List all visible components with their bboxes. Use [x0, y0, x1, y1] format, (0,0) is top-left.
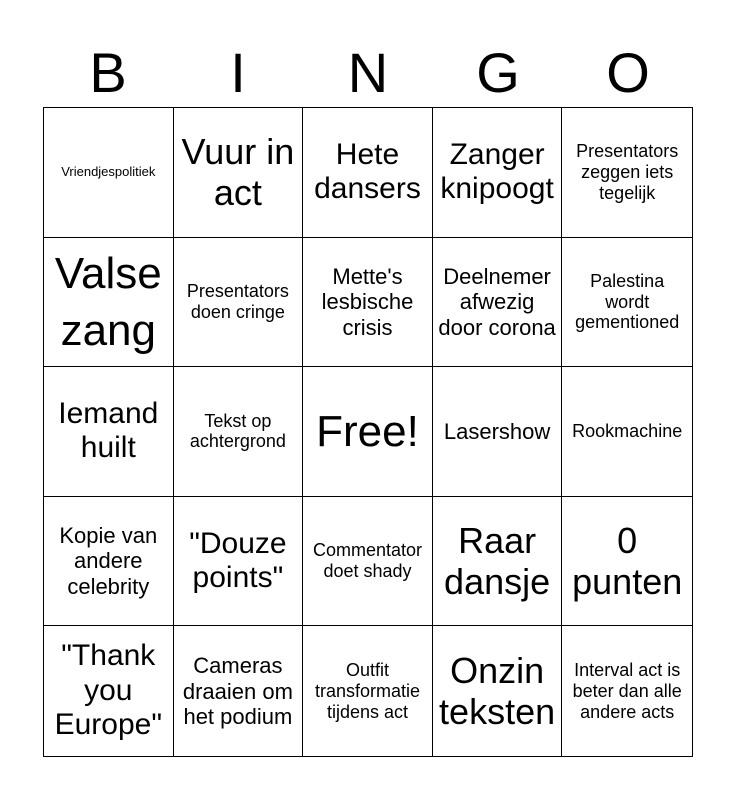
bingo-board [43, 107, 693, 757]
bingo-cell[interactable]: Lasershow [433, 367, 563, 497]
header-letter-o: O [606, 41, 650, 104]
free-space-cell[interactable]: Free! [303, 367, 433, 497]
bingo-cell[interactable]: Onzin teksten [433, 626, 563, 756]
bingo-cell[interactable]: Raar dansje [433, 497, 563, 627]
bingo-cell[interactable]: Cameras draaien om het podium [174, 626, 304, 756]
bingo-cell[interactable]: Zanger knipoogt [433, 108, 563, 238]
bingo-cell[interactable]: Rookmachine [562, 367, 692, 497]
bingo-cell[interactable]: Valse zang [44, 238, 174, 368]
bingo-cell[interactable]: Hete dansers [303, 108, 433, 238]
bingo-header [43, 40, 693, 106]
bingo-cell[interactable]: Presentators doen cringe [174, 238, 304, 368]
bingo-cell[interactable]: Commentator doet shady [303, 497, 433, 627]
bingo-cell[interactable]: Mette's lesbische crisis [303, 238, 433, 368]
bingo-cell[interactable]: Iemand huilt [44, 367, 174, 497]
bingo-cell[interactable]: Kopie van andere celebrity [44, 497, 174, 627]
bingo-cell[interactable]: Deelnemer afwezig door corona [433, 238, 563, 368]
header-letter-i: I [230, 41, 246, 104]
bingo-cell[interactable]: Tekst op achtergrond [174, 367, 304, 497]
bingo-cell[interactable]: Vriendjespolitiek [44, 108, 174, 238]
bingo-cell[interactable]: Palestina wordt gementioned [562, 238, 692, 368]
header-letter-g: G [476, 41, 520, 104]
bingo-cell[interactable]: "Thank you Europe" [44, 626, 174, 756]
bingo-cell[interactable]: Interval act is beter dan alle andere acts [572, 660, 682, 722]
bingo-cell[interactable]: 0 punten [562, 497, 692, 627]
header-letter-b: B [89, 41, 127, 104]
bingo-cell[interactable]: Presentators zeggen iets tegelijk [562, 108, 692, 238]
header-letter-n: N [347, 41, 389, 104]
bingo-cell[interactable]: "Douze points" [174, 497, 304, 627]
bingo-cell[interactable]: Vuur in act [174, 108, 304, 238]
bingo-cell[interactable]: Outfit transformatie tijdens act [303, 626, 433, 756]
